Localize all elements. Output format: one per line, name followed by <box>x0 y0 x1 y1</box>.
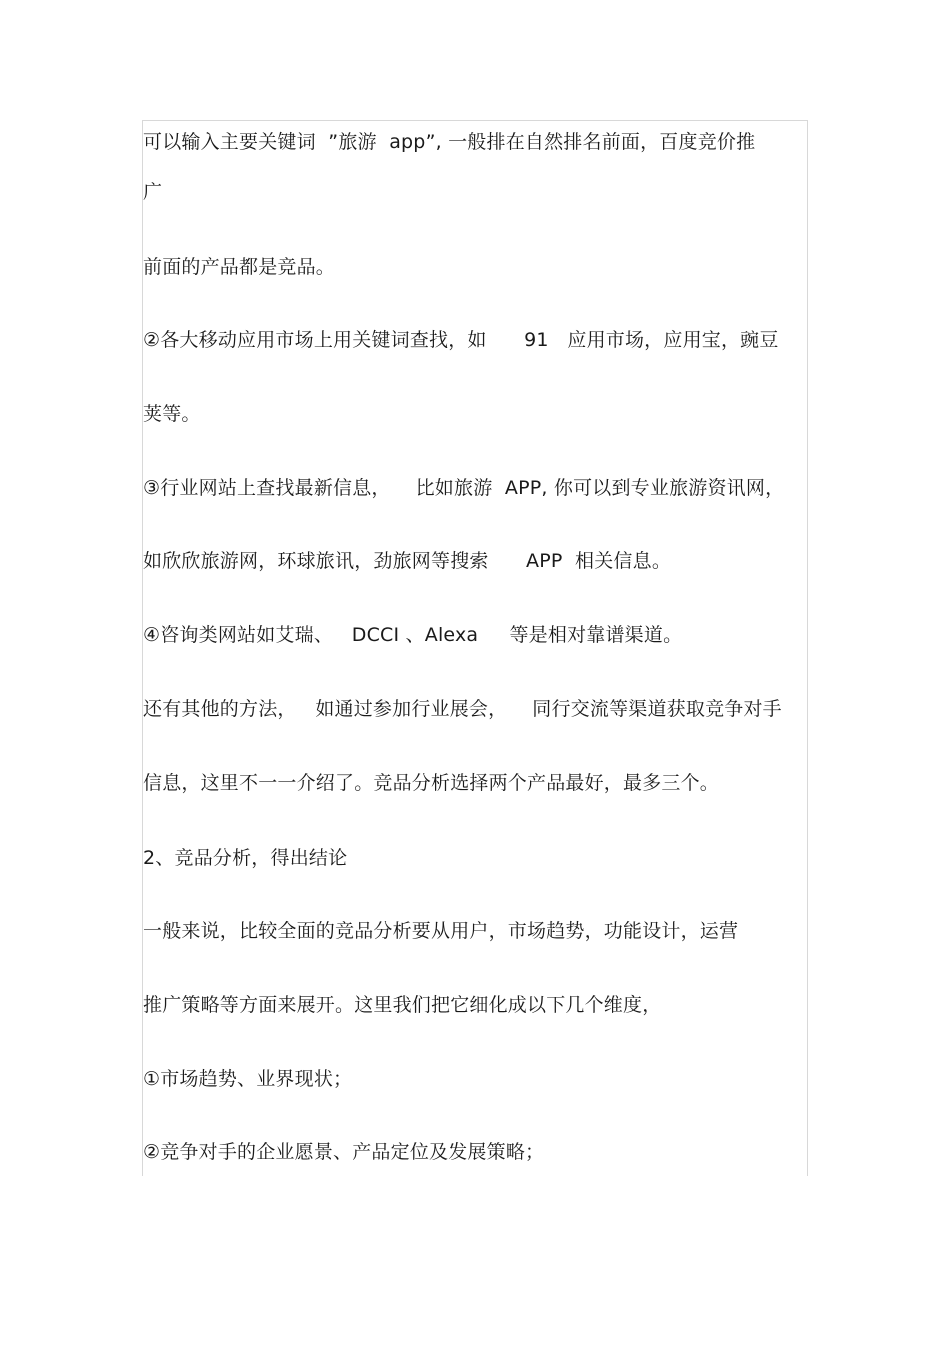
list-item: ②竞争对手的企业愿景、产品定位及发展策略； <box>143 1141 545 1163</box>
list-item: ①市场趋势、业界现状； <box>143 1068 353 1090</box>
text-line: 前面的产品都是竞品。 <box>143 256 336 278</box>
text-line: 如欣欣旅游网，环球旅讯，劲旅网等搜索 APP 相关信息。 <box>143 550 672 572</box>
text-line: 广 <box>143 181 163 203</box>
section-heading: 2、竞品分析，得出结论 <box>143 847 348 869</box>
text-line: 荚等。 <box>143 403 201 425</box>
text-line: ②各大移动应用市场上用关键词查找，如 91 应用市场，应用宝，豌豆 <box>143 329 779 351</box>
text-line: 还有其他的方法， 如通过参加行业展会， 同行交流等渠道获取竞争对手 <box>143 698 782 720</box>
text-line: ③行业网站上查找最新信息， 比如旅游 APP, 你可以到专业旅游资讯网， <box>143 477 785 499</box>
text-line: ④咨询类网站如艾瑞、 DCCI 、Alexa 等是相对靠谱渠道。 <box>143 624 683 646</box>
text-line: 可以输入主要关键词 ”旅游 app”, 一般排在自然排名前面，百度竞价推 <box>143 131 756 153</box>
text-line: 一般来说，比较全面的竞品分析要从用户，市场趋势，功能设计，运营 <box>143 920 739 942</box>
text-line: 信息，这里不一一介绍了。竞品分析选择两个产品最好，最多三个。 <box>143 772 720 794</box>
text-line: 推广策略等方面来展开。这里我们把它细化成以下几个维度， <box>143 994 662 1016</box>
